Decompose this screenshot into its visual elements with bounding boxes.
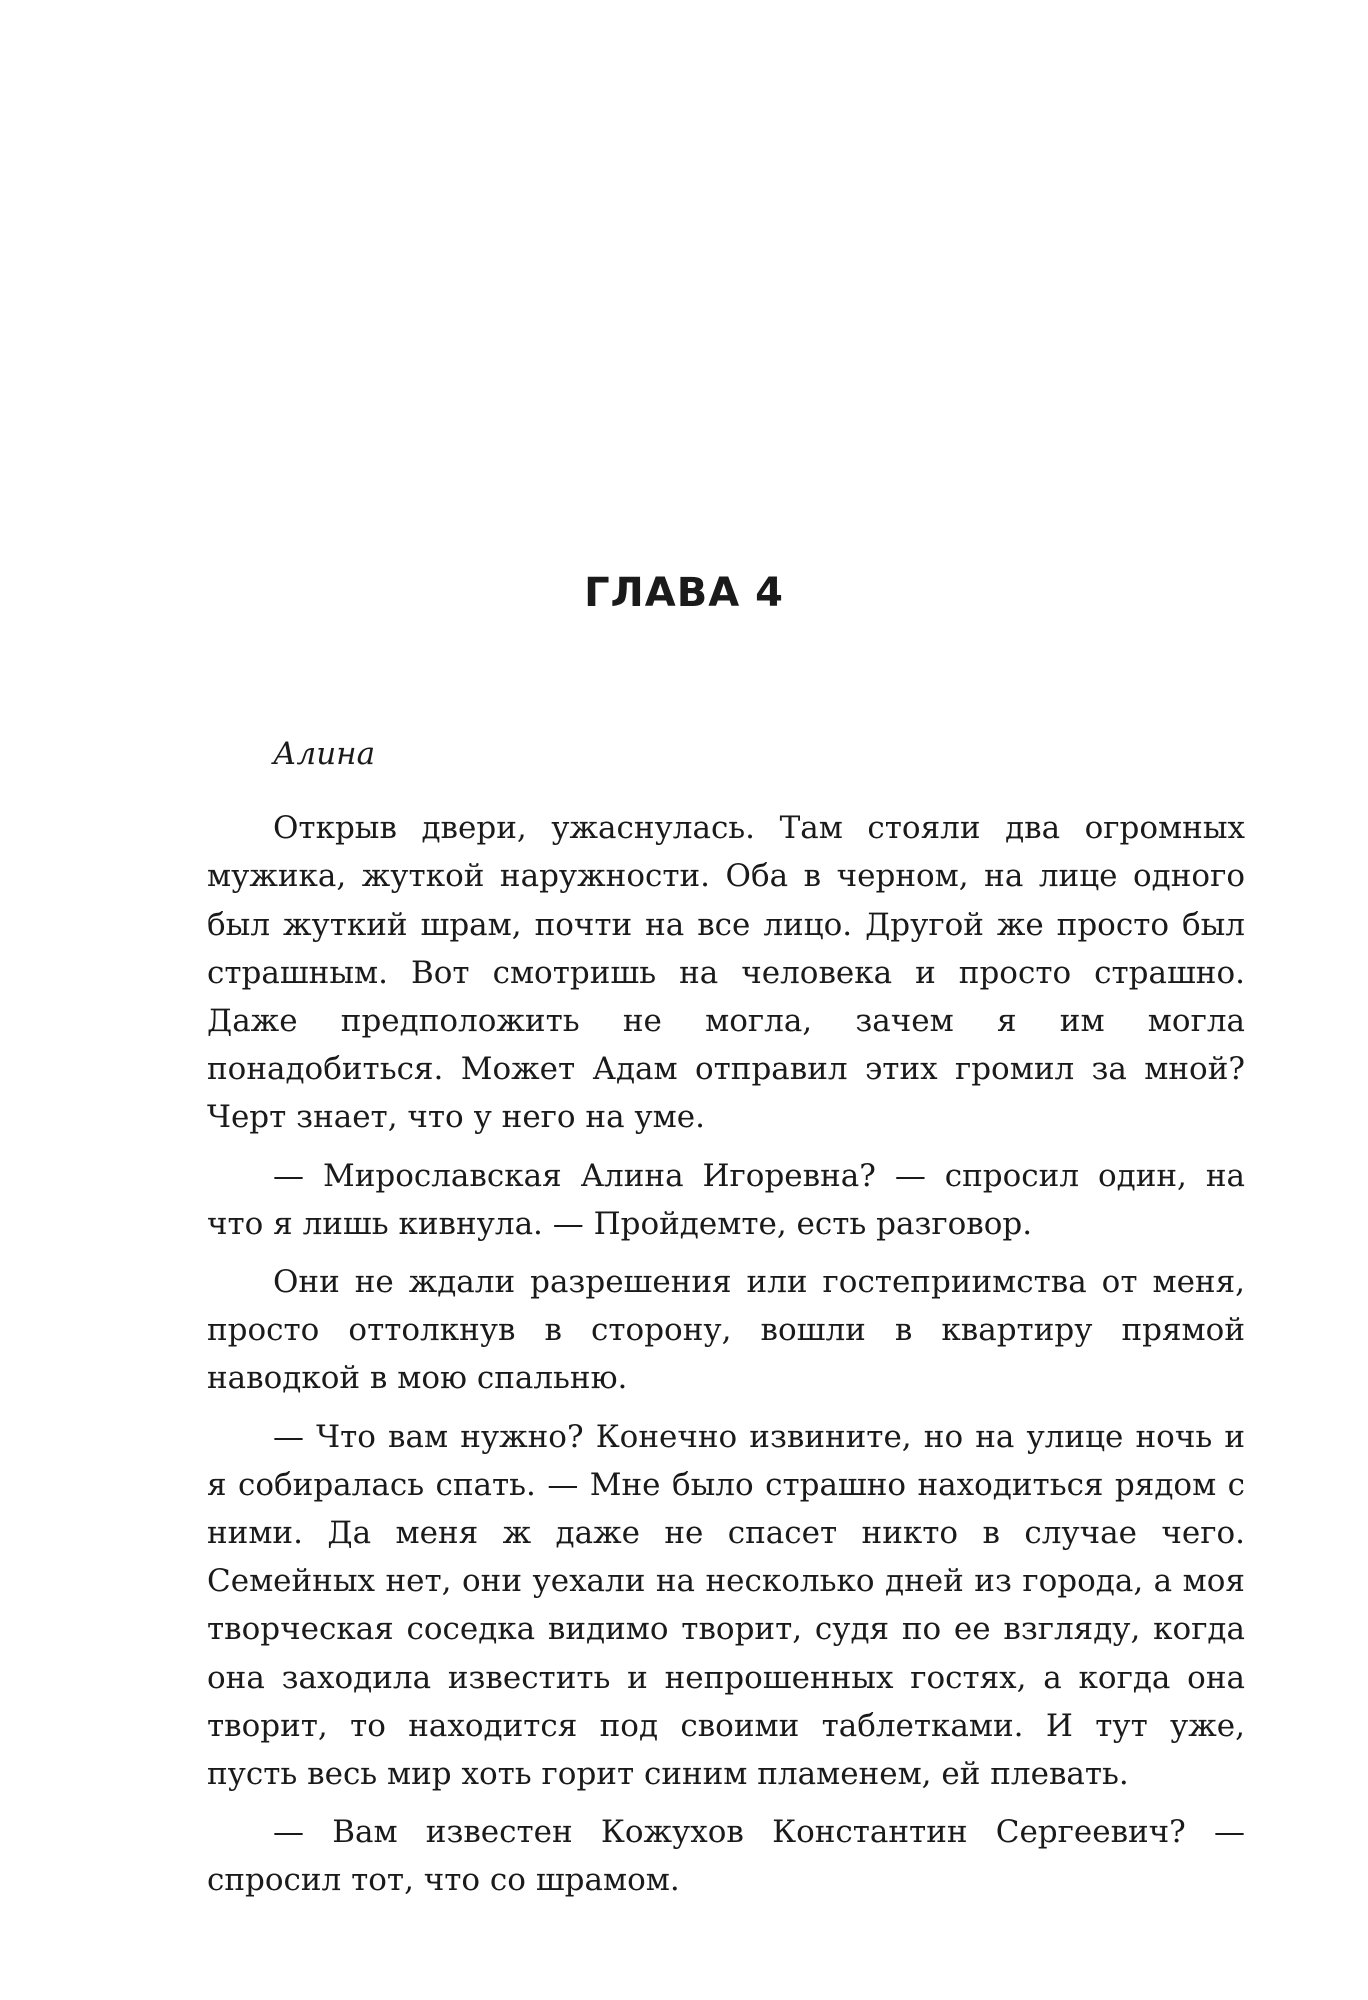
pov-character-name: Алина (273, 736, 376, 772)
paragraph: — Мирославская Алина Игоревна? — спросил один, на что я лишь кивнула. — Пройдемте, есть разговор. (207, 1157, 1245, 1242)
chapter-title: ГЛАВА 4 (584, 570, 784, 616)
chapter-text (207, 730, 1245, 1915)
paragraph: Открыв двери, ужаснулась. Там стояли два огромных мужика, жуткой наружности. Оба в черном, на лице одного был жуткий шрам, почти на все лицо. Другой же просто был страшным. Вот смотришь на человека и просто страшно. Даже предположить не могла, зачем я им могла понадобиться. Может Адам отправил этих громил за мной? Черт знает, что у него на уме. (207, 810, 1245, 1136)
paragraph: — Что вам нужно? Конечно извините, но на улице ночь и я собиралась спать. — Мне было страшно находиться рядом с ними. Да меня ж даже не спасет никто в случае чего. Семейных нет, они уехали на несколько дней из города, а моя творческая соседка видимо творит, судя по ее взгляду, когда она заходила известить и непрошенных гостях, а когда она творит, то находится под своими таблетками. И тут уже, пусть весь мир хоть горит синим пламенем, ей плевать. (207, 1418, 1245, 1793)
paragraph: Они не ждали разрешения или гостеприимства от меня, просто оттолкнув в сторону, вошли в квартиру прямой наводкой в мою спальню. (207, 1264, 1245, 1397)
paragraph: — Вам известен Кожухов Константин Сергеевич? — спросил тот, что со шрамом. (207, 1814, 1245, 1899)
